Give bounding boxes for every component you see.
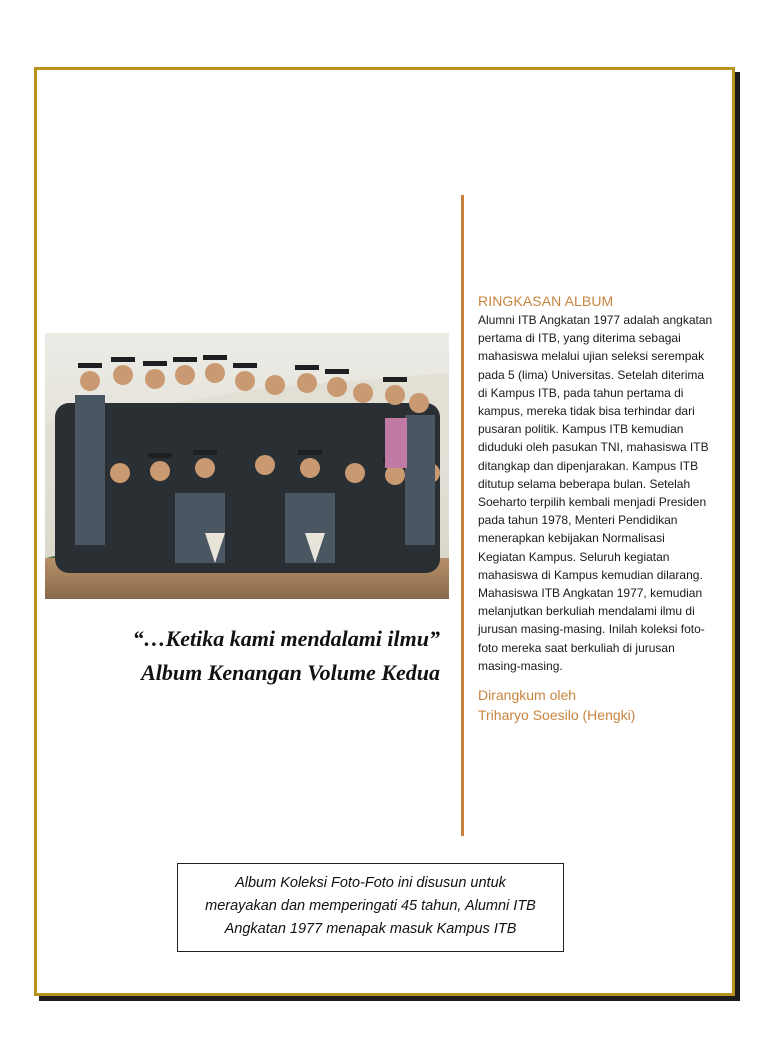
graduation-photo-illustration — [45, 333, 449, 599]
summary-line: foto mereka saat berkuliah di jurusan — [478, 640, 675, 655]
summary-line: pertama di ITB, yang diterima sebagai — [478, 331, 681, 346]
compiler-label: Dirangkum oleh — [478, 687, 577, 703]
compiler-name: Triharyo Soesilo (Hengki) — [478, 707, 636, 723]
summary-heading: RINGKASAN ALBUM — [478, 293, 614, 309]
album-summary — [478, 291, 728, 675]
summary-line: mahasiswa melalui ujian seleksi serempak — [478, 349, 705, 364]
summary-line: pada 5 (lima) Universitas. Setelah diterima — [478, 367, 705, 382]
summary-line: ditutup selama beberapa bulan. Setelah — [478, 476, 691, 491]
summary-line: pusaran politik. Kampus ITB kemudian — [478, 422, 684, 437]
summary-line: masing-masing. — [478, 658, 563, 673]
album-tagline: “…Ketika kami mendalami ilmu” — [132, 626, 440, 651]
summary-line: mahasiswa di Kampus kemudian dilarang. — [478, 567, 703, 582]
summary-text — [478, 311, 728, 675]
compiler-credit — [478, 685, 635, 725]
summary-line: kampus, mereka tidak bisa terhindar dari — [478, 404, 695, 419]
album-volume-title: Album Kenangan Volume Kedua — [141, 660, 440, 685]
summary-line: jurusan masing-masing. Inilah koleksi foto- — [478, 622, 705, 637]
summary-line: Alumni ITB Angkatan 1977 adalah angkatan — [478, 313, 713, 327]
album-title — [60, 622, 440, 690]
summary-line: Kegiatan Kampus. Seluruh kegiatan — [478, 549, 670, 564]
graduation-photo — [45, 333, 449, 599]
summary-line: Mahasiswa ITB Angkatan 1977, kemudian — [478, 586, 703, 601]
note-line: merayakan dan memperingati 45 tahun, Alumni ITB — [205, 898, 536, 914]
summary-line: ditangkap dan dipenjarakan. Kampus ITB — [478, 458, 699, 473]
vertical-divider — [461, 195, 464, 836]
summary-line: diduduki oleh pasukan TNI, mahasiswa ITB — [478, 440, 709, 455]
note-line: Album Koleksi Foto-Foto ini disusun untuk — [235, 875, 506, 891]
note-line: Angkatan 1977 menapak masuk Kampus ITB — [224, 921, 517, 937]
summary-line: melanjutkan berkuliah mendalami ilmu di — [478, 604, 695, 619]
summary-line: menerapkan kebijakan Normalisasi — [478, 531, 665, 546]
summary-line: Soeharto terpilih kembali menjadi Presiden — [478, 495, 707, 510]
summary-line: pada tahun 1978, Menteri Pendidikan — [478, 513, 678, 528]
summary-line: di Kampus ITB, pada tahun pertama di — [478, 385, 684, 400]
anniversary-note — [177, 863, 564, 952]
